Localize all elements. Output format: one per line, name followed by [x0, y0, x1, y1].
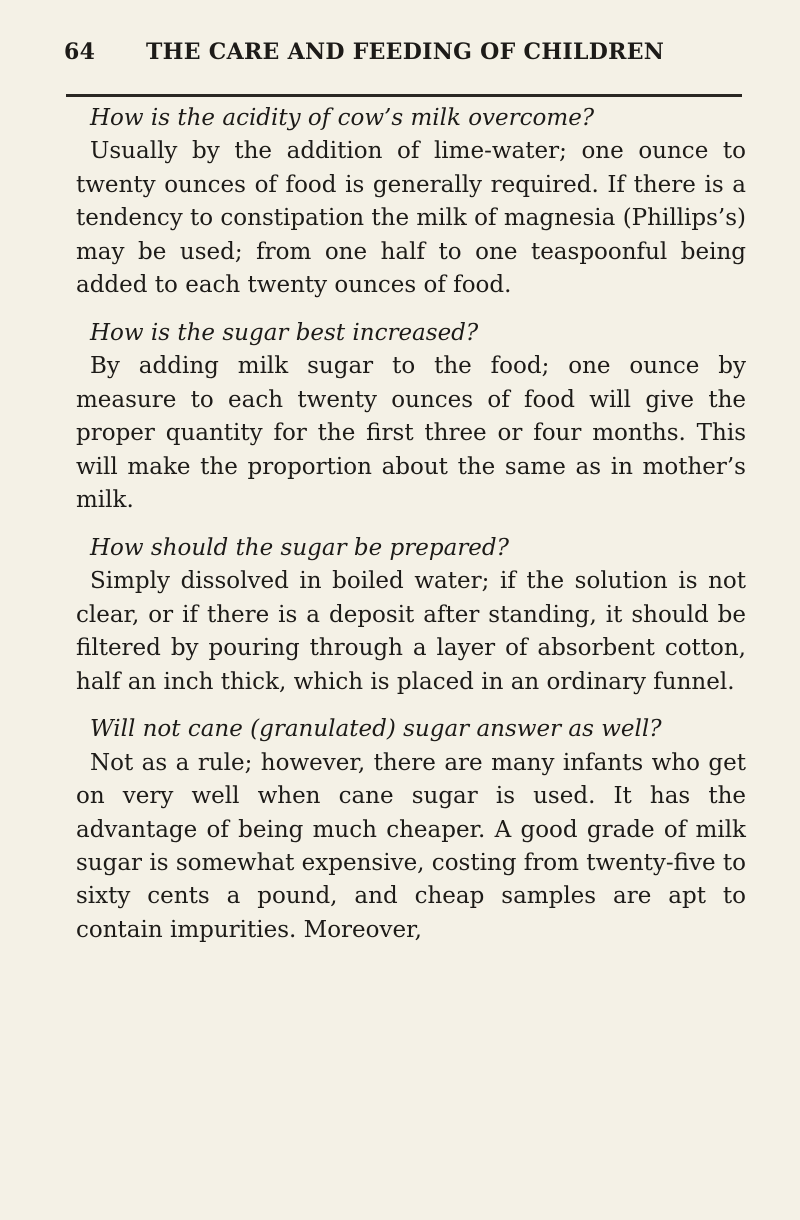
qa-section: [76, 713, 746, 947]
answer-paragraph: By adding milk sugar to the food; one ounce by measure to each twenty ounces of food will give the proper quantity for the first three or four months. This will make the proportion about the same as in mother’s milk.: [76, 353, 746, 513]
answer-paragraph: Not as a rule; however, there are many infants who get on very well when cane sugar is used. It has the advantage of being much cheaper. A good grade of milk sugar is somewhat expensive, costing from twenty-five to sixty cents a pound, and cheap samples are apt to contain impurities. Moreover,: [76, 749, 746, 943]
qa-section: [76, 102, 746, 302]
page-number: 64: [64, 39, 96, 65]
running-head: [64, 38, 744, 74]
question-heading: How should the sugar be prepared?: [90, 534, 509, 561]
question-heading: Will not cane (granulated) sugar answer as well?: [90, 716, 662, 743]
answer-paragraph: Usually by the addition of lime-water; one ounce to twenty ounces of food is generally required. If there is a tendency to constipation the milk of magnesia (Phillips’s) may be used; from one half to one teaspoonful being added to each twenty ounces of food.: [76, 138, 746, 299]
body-text: [76, 102, 746, 962]
qa-section: [76, 317, 746, 517]
header-rule: [66, 94, 742, 97]
question-heading: How is the sugar best increased?: [90, 319, 479, 346]
qa-section: [76, 532, 746, 699]
running-title: THE CARE AND FEEDING OF CHILDREN: [146, 39, 665, 65]
answer-paragraph: Simply dissolved in boiled water; if the solution is not clear, or if there is a deposit after standing, it should be filtered by pouring through a layer of absorbent cotton, half an inch thick, which is placed in an ordinary funnel.: [76, 568, 746, 695]
question-heading: How is the acidity of cow’s milk overcome?: [90, 105, 595, 131]
